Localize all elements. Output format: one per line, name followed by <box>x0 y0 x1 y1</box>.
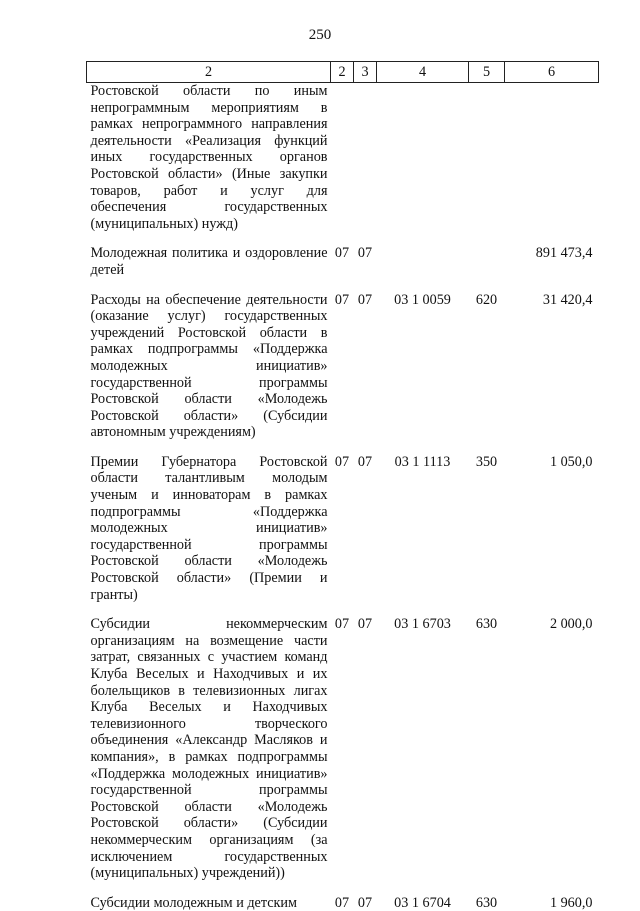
row-section: 07 <box>334 616 350 633</box>
row-target-article: 03 1 6704 <box>394 894 451 911</box>
row-amount: 31 420,4 <box>542 291 593 308</box>
row-description: Молодежная политика и оздоровление детей <box>90 245 328 278</box>
row-section: 07 <box>334 453 350 470</box>
row-subsection: 07 <box>357 245 373 262</box>
table-row <box>87 292 599 441</box>
row-target-article: 03 1 0059 <box>394 291 451 308</box>
row-target-article: 03 1 6703 <box>394 616 451 633</box>
row-section <box>331 83 354 233</box>
row-target-article <box>377 83 469 233</box>
table-row <box>87 245 599 278</box>
column-header-subsection: 3 <box>354 62 377 83</box>
row-subsection <box>354 83 377 233</box>
row-section: 07 <box>334 894 350 911</box>
row-amount <box>505 83 599 233</box>
column-header-section: 2 <box>331 62 354 83</box>
column-header-amount: 6 <box>505 62 599 83</box>
row-expense-type: 630 <box>475 616 498 633</box>
row-expense-type <box>469 245 505 278</box>
row-subsection: 07 <box>357 453 373 470</box>
row-subsection: 07 <box>357 894 373 911</box>
table-row <box>87 454 599 603</box>
row-amount: 891 473,4 <box>535 245 593 262</box>
row-amount: 2 000,0 <box>549 616 593 633</box>
column-header-target-article: 4 <box>377 62 469 83</box>
row-expense-type: 350 <box>475 453 498 470</box>
row-section: 07 <box>334 291 350 308</box>
row-description: Ростовской области по иным непрограммным мероприятиям в рамках непрограммного направления деятельности «Реализация функций иных государственных органов Ростовской области» (Иные закупки товаров, работ и услуг для обеспечения государственных (муниципальных) нужд) <box>90 83 328 232</box>
row-expense-type: 630 <box>475 894 498 911</box>
budget-table <box>86 61 599 911</box>
row-amount: 1 960,0 <box>549 894 593 911</box>
row-description: Субсидии молодежным и детским <box>90 894 297 911</box>
row-description: Субсидии некоммерческим организациям на возмещение части затрат, связанных с участием команд Клуба Веселых и Находчивых и их болельщиков в телевизионных лигах Клуба Веселых и Находчивых телевизионного творческого объединения «Александр Масляков и компания», в рамках подпрограммы «Поддержка молодежных инициатив» государственной программы Ростовской области «Молодежь Ростовской области» (Субсидии некоммерческим организациям (за исключением государственных (муниципальных) учреждений)) <box>90 616 328 882</box>
row-expense-type: 620 <box>475 291 498 308</box>
column-header-expense-type: 5 <box>469 62 505 83</box>
page-number: 250 <box>308 27 332 43</box>
table-row <box>87 83 599 233</box>
row-subsection: 07 <box>357 616 373 633</box>
column-header-description: 2 <box>87 62 331 83</box>
row-expense-type <box>469 83 505 233</box>
table-row <box>87 616 599 882</box>
row-section: 07 <box>334 245 350 262</box>
row-subsection: 07 <box>357 291 373 308</box>
row-target-article: 03 1 1113 <box>394 453 451 470</box>
table-header-row <box>87 62 599 83</box>
row-description: Премии Губернатора Ростовской области талантливым молодым ученым и инноваторам в рамках подпрограммы «Поддержка молодежных инициатив» государственной программы Ростовской области «Молодежь Ростовской области» (Премии и гранты) <box>90 453 328 603</box>
table-row <box>87 895 599 911</box>
row-description: Расходы на обеспечение деятельности (оказание услуг) государственных учреждений Ростовской области в рамках подпрограммы «Поддержка молодежных инициатив» государственной программы Ростовской области «Молодежь Ростовской области» (Субсидии автономным учреждениям) <box>90 291 328 441</box>
row-target-article <box>377 245 469 278</box>
row-amount: 1 050,0 <box>549 453 593 470</box>
